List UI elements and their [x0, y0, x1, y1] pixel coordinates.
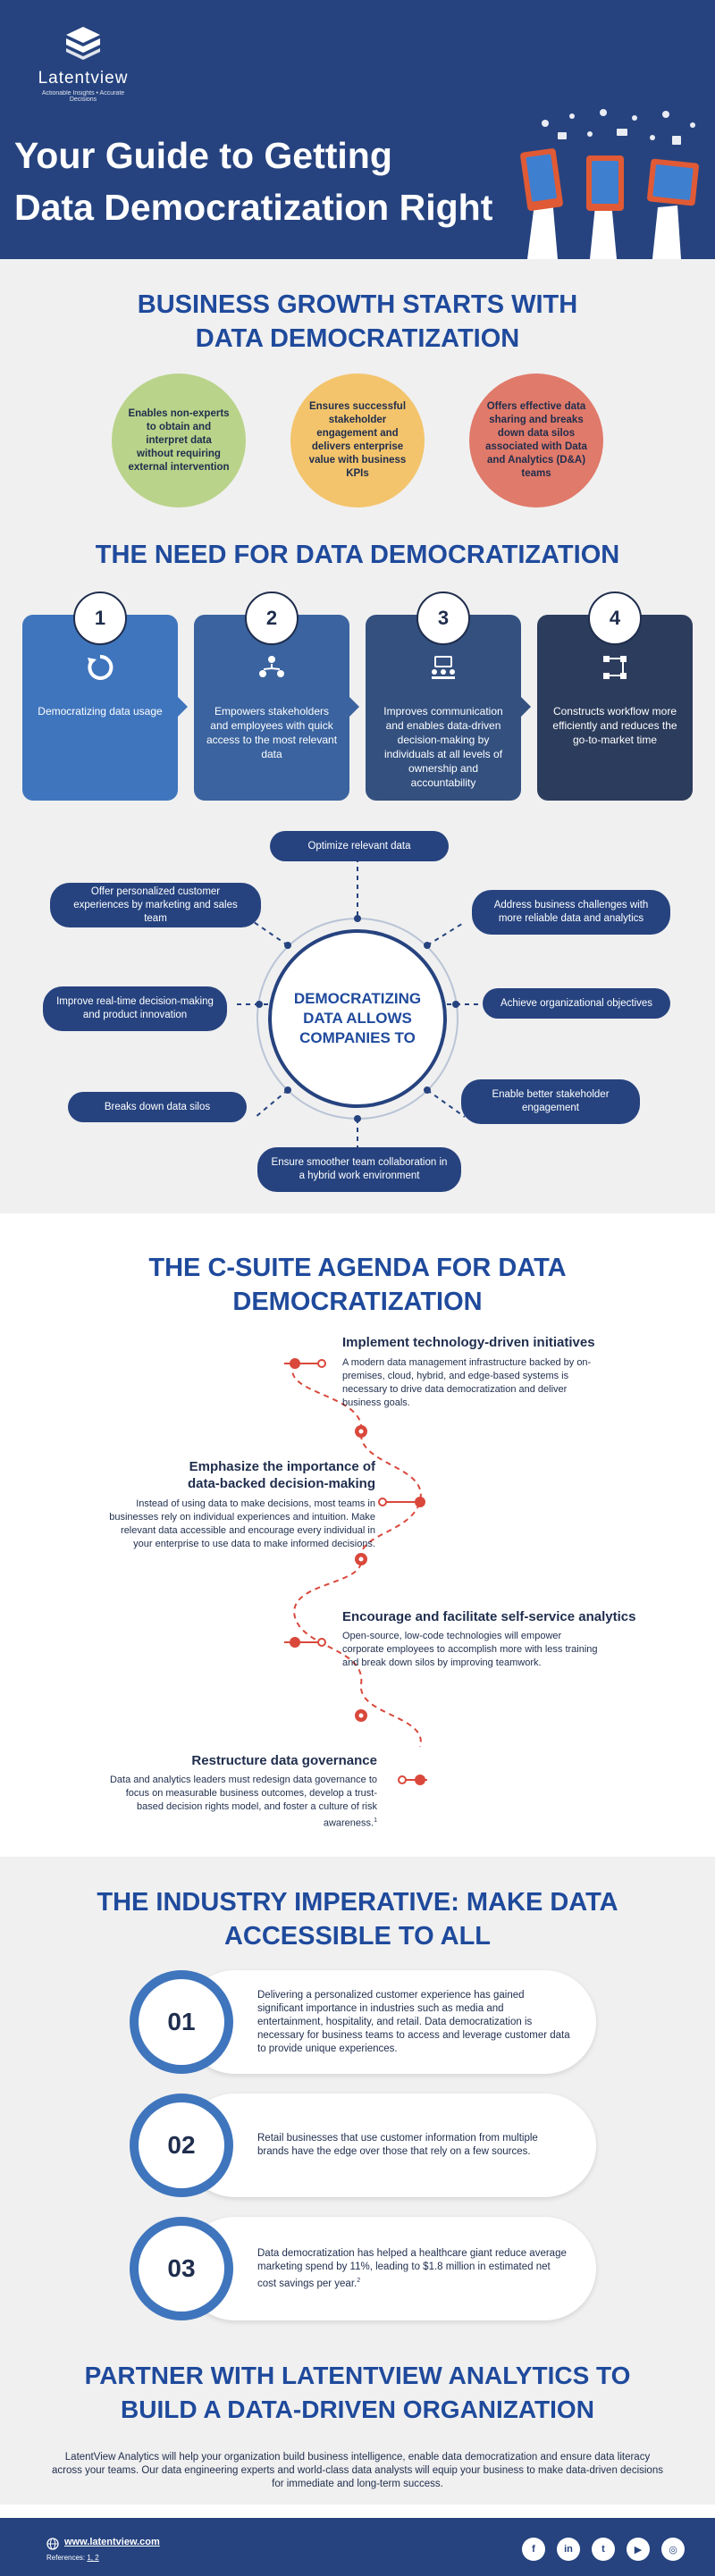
- partner-heading-line-1: PARTNER WITH LATENTVIEW ANALYTICS TO: [84, 2362, 631, 2389]
- people-network-icon: [258, 654, 285, 681]
- step-text: Improves communication and enables data-driven decision-making by individuals at all levels of ownership and accountability: [383, 705, 503, 789]
- industry-card-2: [130, 2094, 596, 2197]
- hub-item-data-silos: Breaks down data silos: [68, 1092, 247, 1122]
- step-number: 2: [245, 592, 299, 645]
- card-ring: [130, 1970, 233, 2074]
- benefit-circle-3: Offers effective data sharing and breaks down data silos associated with Data and Analytics (D&A) teams: [469, 373, 603, 508]
- step-card-3: [366, 607, 521, 801]
- youtube-icon[interactable]: ▶: [627, 2538, 650, 2561]
- card-text-body: Data democratization has helped a healthcare giant reduce average marketing spend by 11%, leading to $1.8 million in estimated net cost savings per year.: [257, 2247, 567, 2289]
- hands-holding-devices-illustration: [518, 105, 706, 259]
- card-text: [257, 2217, 571, 2320]
- step-arrow: [349, 697, 359, 717]
- logo-cube-icon: [63, 25, 104, 61]
- team-meeting-icon: [430, 654, 457, 681]
- facebook-icon[interactable]: f: [522, 2538, 545, 2561]
- agenda-item-2-title-line-1: Emphasize the importance of: [189, 1459, 375, 1474]
- card-number: 03: [139, 2226, 224, 2312]
- step-number: 4: [588, 592, 642, 645]
- agenda-item-2-title-line-2: data-backed decision-making: [187, 1476, 375, 1491]
- partner-heading: [0, 2359, 715, 2427]
- hub-center: [268, 929, 447, 1108]
- step-text: Empowers stakeholders and employees with quick access to the most relevant data: [206, 705, 338, 760]
- instagram-icon[interactable]: ◎: [661, 2538, 685, 2561]
- card-ref[interactable]: 2: [357, 2277, 361, 2284]
- agenda-heading-line-2: DEMOCRATIZATION: [232, 1288, 483, 1316]
- references-label: References:: [46, 2554, 86, 2562]
- agenda-item-3-text: Open-source, low-code technologies will empower corporate employees to accomplish more with less training and break down silos by improving teamwork.: [342, 1631, 598, 1668]
- industry-card-1: [130, 1970, 596, 2074]
- agenda-item-2-title: [114, 1458, 375, 1492]
- step-arrow: [521, 697, 531, 717]
- partner-text: LatentView Analytics will help your organization build business intelligence, enable data democratization and ensure data literacy across your teams. Our data engineering experts and world-class data analysts will equip your business to make data-driven decisions for immediate and long-term success.: [52, 2452, 663, 2489]
- hero-banner: [0, 0, 715, 259]
- hub-item-address-challenges: Address business challenges with more reliable data and analytics: [472, 890, 670, 935]
- title-line-2: Data Democratization Right: [14, 187, 493, 228]
- website-link[interactable]: www.latentview.com: [64, 2537, 160, 2547]
- hub-item-achieve-objectives: Achieve organizational objectives: [483, 988, 670, 1019]
- page-title: [14, 130, 492, 233]
- brand-logo[interactable]: [34, 25, 132, 103]
- brand-tagline: Actionable Insights • Accurate Decisions: [41, 90, 125, 103]
- benefit-circle-2: Ensures successful stakeholder engagement and delivers enterprise value with business KPIs: [290, 373, 425, 508]
- agenda-item-4-title: Restructure data governance: [191, 1753, 377, 1768]
- card-text-body: Delivering a personalized customer experience has gained significant importance in industries such as media and entertainment, hospitality, and retail. Data democratization is necessary for business teams to access and leverage customer data to provide unique experiences.: [257, 1989, 570, 2054]
- hub-center-line-1: DEMOCRATIZING: [293, 990, 422, 1007]
- refresh-icon: [87, 654, 114, 681]
- growth-heading: [0, 288, 715, 356]
- card-number: 02: [139, 2102, 224, 2188]
- linkedin-icon[interactable]: in: [557, 2538, 580, 2561]
- step-card-1: [22, 607, 178, 801]
- title-line-1: Your Guide to Getting: [14, 135, 392, 176]
- workflow-icon: [601, 654, 628, 681]
- hub-item-real-time-decisions: Improve real-time decision-making and product innovation: [43, 986, 227, 1031]
- footer: [0, 2518, 715, 2576]
- step-number: 1: [73, 592, 127, 645]
- hub-center-line-2: DATA ALLOWS: [303, 1010, 412, 1027]
- card-ring: [130, 2094, 233, 2197]
- agenda-item-3-title: Encourage and facilitate self-service analytics: [342, 1609, 636, 1624]
- industry-heading-line-1: THE INDUSTRY IMPERATIVE: MAKE DATA: [97, 1888, 618, 1917]
- brand-name: Latentview: [38, 69, 129, 88]
- step-text: Constructs workflow more efficiently and reduces the go-to-market time: [552, 705, 677, 746]
- hub-item-team-collaboration: Ensure smoother team collaboration in a hybrid work environment: [257, 1147, 461, 1192]
- hub-center-line-3: COMPANIES TO: [299, 1029, 416, 1046]
- industry-heading-line-2: ACCESSIBLE TO ALL: [223, 1922, 492, 1951]
- step-text: Democratizing data usage: [38, 705, 163, 717]
- agenda-heading-line-1: THE C-SUITE AGENDA FOR DATA: [148, 1254, 567, 1282]
- agenda-item-4-body: Data and analytics leaders must redesign data governance to focus on measurable business outcomes, develop a trust-based decision rights model, and foster a culture of risk awareness.: [109, 1775, 377, 1829]
- agenda-item-1-title: Implement technology-driven initiatives: [342, 1335, 595, 1350]
- card-text: [257, 1970, 571, 2074]
- hub-item-personalized-experiences: Offer personalized customer experiences by marketing and sales team: [50, 883, 261, 927]
- industry-card-3: [130, 2217, 596, 2320]
- benefit-circle-1: Enables non-experts to obtain and interpret data without requiring external intervention: [112, 373, 246, 508]
- card-text-body: Retail businesses that use customer information from multiple brands have the edge over those that rely on a few sources.: [257, 2133, 538, 2157]
- twitter-icon[interactable]: t: [592, 2538, 615, 2561]
- need-heading: THE NEED FOR DATA DEMOCRATIZATION: [95, 541, 620, 569]
- hub-item-stakeholder-engagement: Enable better stakeholder engagement: [461, 1079, 640, 1124]
- growth-heading-line-1: BUSINESS GROWTH STARTS WITH: [137, 290, 578, 319]
- references: [46, 2554, 99, 2562]
- step-card-2: [194, 607, 349, 801]
- reference-links[interactable]: 1, 2: [87, 2554, 99, 2562]
- agenda-item-4-text: [109, 1774, 377, 1831]
- partner-heading-line-2: BUILD A DATA-DRIVEN ORGANIZATION: [121, 2396, 594, 2423]
- step-number: 3: [416, 592, 470, 645]
- growth-heading-line-2: DATA DEMOCRATIZATION: [195, 324, 520, 353]
- industry-heading: [0, 1885, 715, 1953]
- agenda-item-4-ref[interactable]: 1: [374, 1817, 377, 1824]
- step-card-4: [537, 607, 693, 801]
- agenda-item-2-text: Instead of using data to make decisions, most teams in businesses rely on individual experiences and intuition. Make relevant data accessible and encourage every individual in your enterprise to use data to make informed decisions.: [109, 1498, 375, 1549]
- agenda-heading: [0, 1251, 715, 1319]
- step-arrow: [178, 697, 188, 717]
- card-ring: [130, 2217, 233, 2320]
- card-text: [257, 2094, 571, 2197]
- agenda-item-1-text: A modern data management infrastructure backed by on-premises, cloud, hybrid, and edge-based systems is necessary to drive data democratization and deliver business goals.: [342, 1357, 592, 1408]
- hub-item-optimize: Optimize relevant data: [270, 831, 449, 861]
- globe-icon: [46, 2538, 59, 2550]
- card-number: 01: [139, 1979, 224, 2065]
